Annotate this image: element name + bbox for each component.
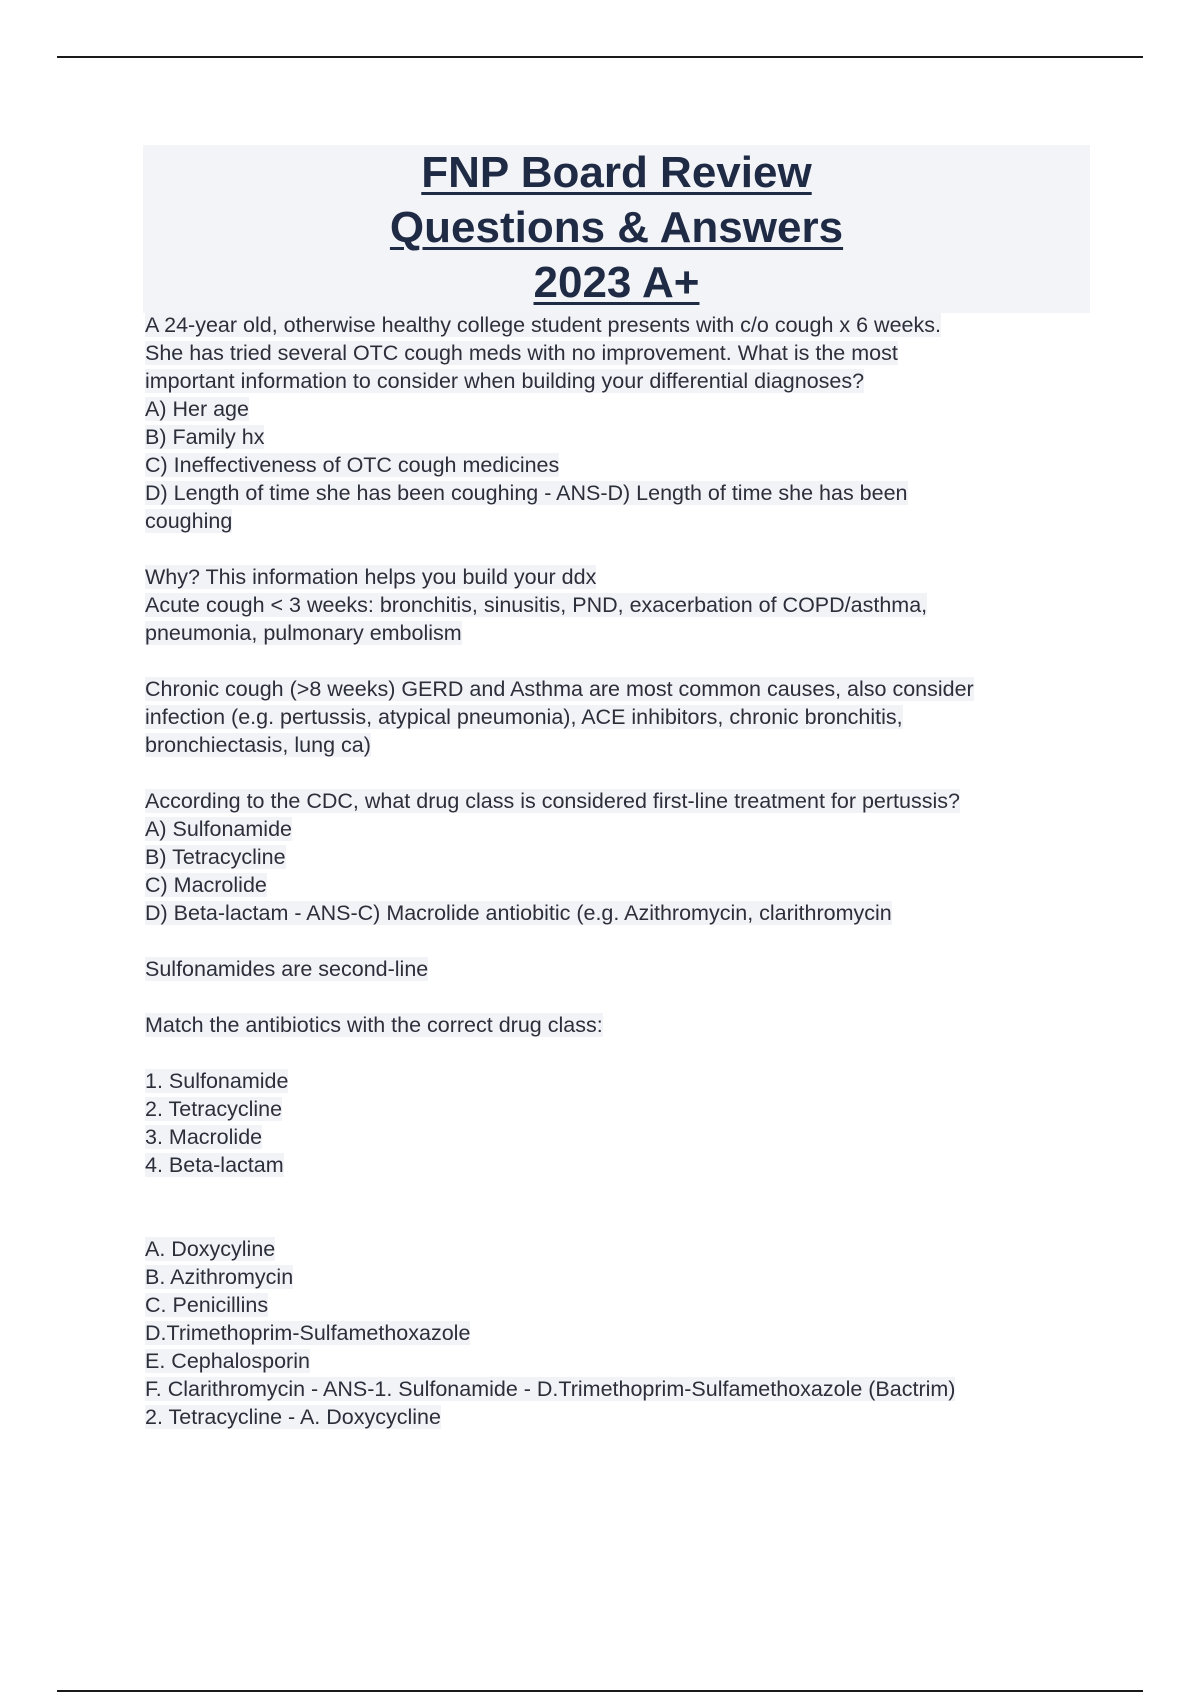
q3-drug-item: E. Cephalosporin — [145, 1349, 310, 1373]
q1-option: C) Ineffectiveness of OTC cough medicines — [145, 453, 560, 477]
q1-chronic-line: Chronic cough (>8 weeks) GERD and Asthma are most common causes, also consider — [145, 677, 974, 701]
q1-explanation-line: pneumonia, pulmonary embolism — [145, 621, 462, 645]
q2-option: C) Macrolide — [145, 873, 267, 897]
q3-class-item: 3. Macrolide — [145, 1125, 263, 1149]
q3-drug-item: C. Penicillins — [145, 1293, 269, 1317]
title-line-2: Questions & Answers — [389, 203, 844, 252]
q1-stem-line: important information to consider when building your differential diagnoses? — [145, 369, 865, 393]
q3-drug-item: A. Doxycyline — [145, 1237, 276, 1261]
title-line-3: 2023 A+ — [533, 258, 700, 307]
q2-option: B) Tetracycline — [145, 845, 286, 869]
q1-explanation-line: Acute cough < 3 weeks: bronchitis, sinusitis, PND, exacerbation of COPD/asthma, — [145, 593, 928, 617]
q1-stem-line: She has tried several OTC cough meds with no improvement. What is the most — [145, 341, 898, 365]
q2-option: A) Sulfonamide — [145, 817, 292, 841]
document-title — [143, 145, 1090, 313]
q3-class-item: 2. Tetracycline — [145, 1097, 283, 1121]
q1-chronic-line: infection (e.g. pertussis, atypical pneumonia), ACE inhibitors, chronic bronchitis, — [145, 705, 903, 729]
q1-answer: coughing — [145, 509, 233, 533]
q3-answer: F. Clarithromycin - ANS-1. Sulfonamide - D.Trimethoprim-Sulfamethoxazole (Bactrim) — [145, 1377, 956, 1401]
q1-explanation-line: Why? This information helps you build your ddx — [145, 565, 597, 589]
q1-answer: D) Length of time she has been coughing - ANS-D) Length of time she has been — [145, 481, 908, 505]
q3-class-item: 1. Sulfonamide — [145, 1069, 289, 1093]
q1-stem-line: A 24-year old, otherwise healthy college student presents with c/o cough x 6 weeks. — [145, 313, 941, 337]
q3-stem: Match the antibiotics with the correct drug class: — [145, 1013, 603, 1037]
title-line-1: FNP Board Review — [421, 148, 812, 197]
q1-option: B) Family hx — [145, 425, 265, 449]
q3-answer: 2. Tetracycline - A. Doxycycline — [145, 1405, 441, 1429]
q1-option: A) Her age — [145, 397, 249, 421]
q1-chronic-line: bronchiectasis, lung ca) — [145, 733, 371, 757]
document-body — [145, 311, 1095, 1431]
q3-class-item: 4. Beta-lactam — [145, 1153, 284, 1177]
q3-drug-item: D.Trimethoprim-Sulfamethoxazole — [145, 1321, 471, 1345]
top-rule — [57, 56, 1143, 58]
q2-stem: According to the CDC, what drug class is considered first-line treatment for pertussis? — [145, 789, 960, 813]
q2-note: Sulfonamides are second-line — [145, 957, 429, 981]
q2-answer: D) Beta-lactam - ANS-C) Macrolide antiobitic (e.g. Azithromycin, clarithromycin — [145, 901, 892, 925]
bottom-rule — [57, 1690, 1143, 1692]
q3-drug-item: B. Azithromycin — [145, 1265, 294, 1289]
